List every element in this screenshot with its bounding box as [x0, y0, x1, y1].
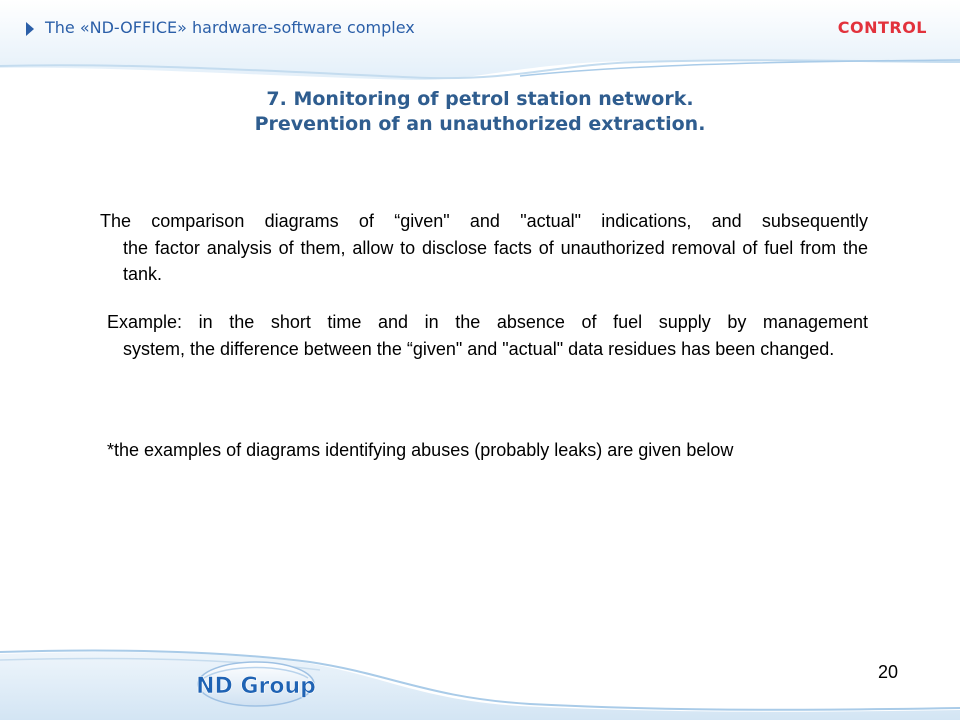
header-bar	[0, 0, 960, 58]
body-paragraph-2-rest: system, the difference between the “given" and "actual" data residues has been changed.	[123, 338, 835, 359]
body-note: *the examples of diagrams identifying abuses (probably leaks) are given below	[107, 440, 734, 460]
body-paragraph-1	[100, 208, 868, 288]
slide-heading-line-1: 7. Monitoring of petrol station network.	[266, 88, 694, 110]
nd-group-logo-text: ND Group	[196, 674, 316, 699]
header-arrow-icon	[26, 22, 34, 36]
slide-heading-line-2: Prevention of an unauthorized extraction.	[254, 113, 706, 135]
body-paragraph-1-rest: the factor analysis of them, allow to disclose facts of unauthorized removal of fuel from the tank.	[123, 237, 868, 284]
footer-wave-decoration	[0, 640, 960, 720]
slide-heading	[140, 87, 820, 137]
body-paragraph-1-line-1: The comparison diagrams of “given" and "actual" indications, and subsequently	[100, 211, 868, 231]
body-paragraph-2-line-1: Example: in the short time and in the absence of fuel supply by management	[107, 312, 868, 332]
header-title: The «ND-OFFICE» hardware-software complex	[45, 18, 415, 37]
page-number: 20	[878, 662, 899, 682]
nd-group-logo	[196, 658, 316, 710]
header-section-label: CONTROL	[837, 18, 927, 37]
body-paragraph-2	[107, 309, 868, 362]
